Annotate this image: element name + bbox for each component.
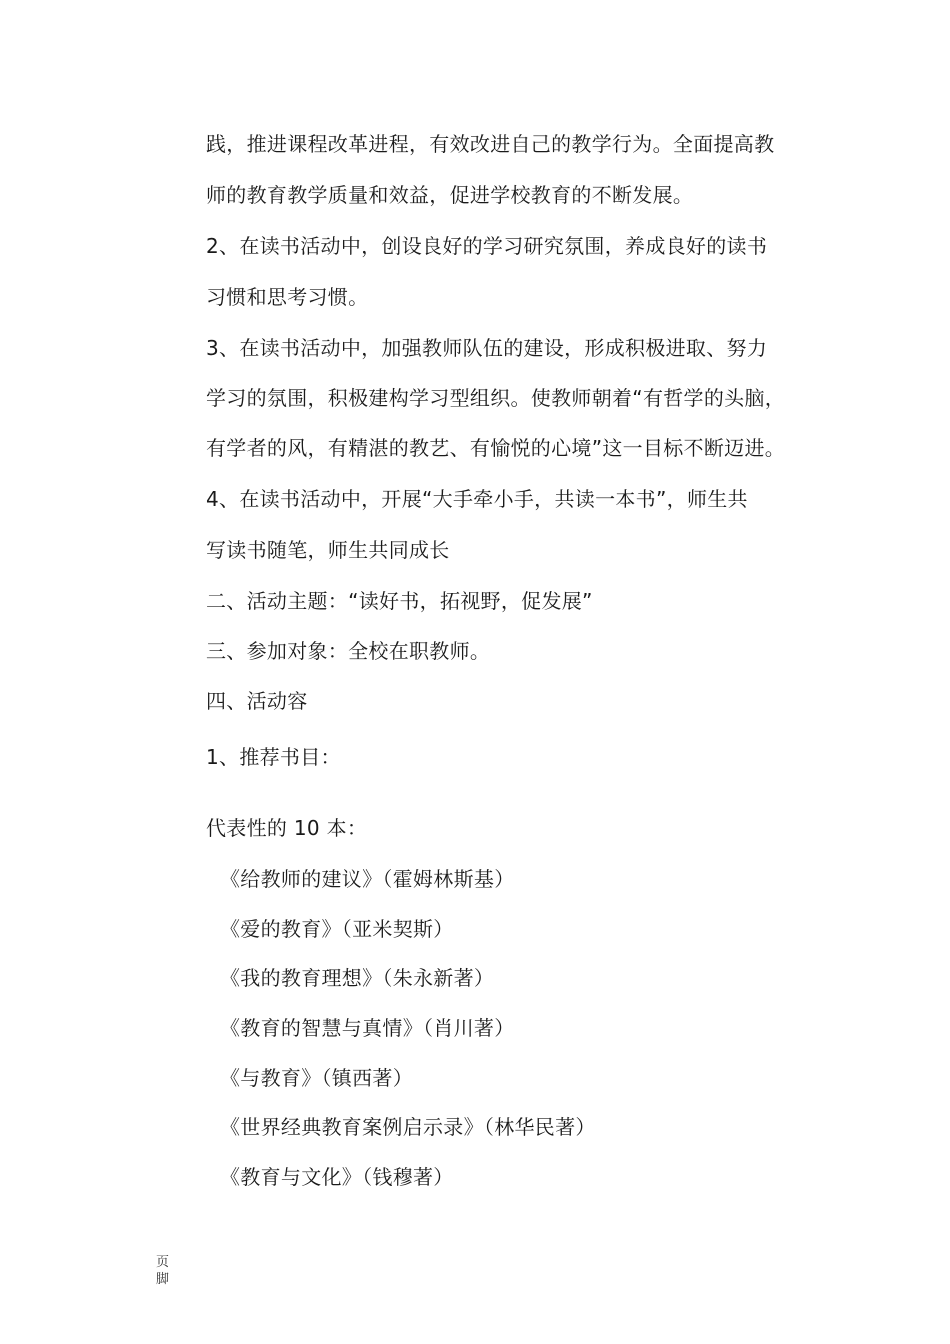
paragraph-line: 2、在读书活动中，创设良好的学习研究氛围，养成良好的读书 [206,234,768,258]
footer-char: 脚 [156,1272,170,1287]
book-item: 《给教师的建议》（霍姆林斯基） [220,867,515,891]
paragraph-line: 践，推进课程改革进程，有效改进自己的教学行为。全面提高教 [206,132,775,156]
book-item: 《我的教育理想》（朱永新著） [220,966,495,990]
paragraph-line: 学习的氛围，积极建构学习型组织。使教师朝着“有哲学的头脑， [206,386,786,410]
book-item: 《与教育》（镇西著） [220,1066,413,1090]
footer-char: 页 [156,1255,170,1270]
section-heading-theme: 二、活动主题：“读好书，拓视野，促发展” [206,589,593,613]
book-item: 《教育与文化》（钱穆著） [220,1165,454,1189]
section-heading-participants: 三、参加对象：全校在职教师。 [206,639,491,663]
booklist-intro: 代表性的 10 本： [206,816,368,840]
subsection-heading-booklist: 1、推荐书目： [206,745,341,769]
paragraph-line: 有学者的风，有精湛的教艺、有愉悦的心境”这一目标不断迈进。 [206,436,786,460]
section-heading-content: 四、活动容 [206,689,308,713]
book-item: 《教育的智慧与真情》（肖川著） [220,1016,515,1040]
book-item: 《世界经典教育案例启示录》（林华民著） [220,1115,596,1139]
paragraph-line: 3、在读书活动中，加强教师队伍的建设，形成积极进取、努力 [206,336,768,360]
book-item: 《爱的教育》（亚米契斯） [220,917,454,941]
paragraph-line: 4、在读书活动中，开展“大手牵小手，共读一本书”，师生共 [206,487,748,511]
paragraph-line: 习惯和思考习惯。 [206,285,369,309]
paragraph-line: 师的教育教学质量和效益，促进学校教育的不断发展。 [206,183,694,207]
page-footer [156,1254,172,1288]
paragraph-line: 写读书随笔，师生共同成长 [206,538,450,562]
